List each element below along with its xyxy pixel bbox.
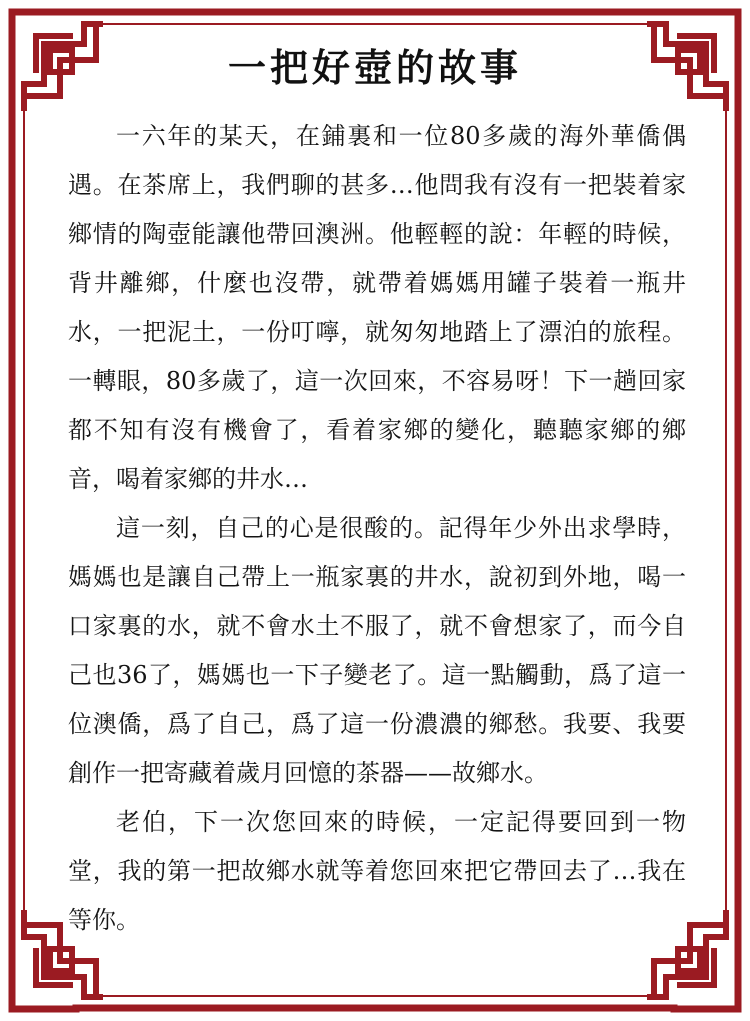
page-title: 一把好壺的故事: [227, 45, 522, 90]
paragraph-3: 老伯，下一次您回來的時候，一定記得要回到一物堂，我的第一把故鄉水就等着您回來把它帶回去了…我在等你。: [68, 808, 686, 934]
article-body: [68, 112, 686, 945]
paragraph-1: 一六年的某天，在鋪裏和一位80多歲的海外華僑偶遇。在茶席上，我們聊的甚多…他問我有沒有一把裝着家鄉情的陶壺能讓他帶回澳洲。他輕輕的說：年輕的時候，背井離鄉，什麼也沒帶，就帶着媽媽用罐子裝着一瓶井水，一把泥土，一份叮嚀，就匆匆地踏上了漂泊的旅程。一轉眼，80多歲了，這一次回來，不容易呀！下一趟回家都不知有沒有機會了，看着家鄉的變化，聽聽家鄉的鄉音，喝着家鄉的井水…: [68, 122, 686, 493]
paragraph-2: 這一刻，自己的心是很酸的。記得年少外出求學時，媽媽也是讓自己帶上一瓶家裏的井水，說初到外地，喝一口家裏的水，就不會水土不服了，就不會想家了，而今自己也36了，媽媽也一下子變老了。這一點觸動，爲了這一位澳僑，爲了自己，爲了這一份濃濃的鄉愁。我要、我要創作一把寄藏着歲月回憶的茶器——故鄉水。: [68, 514, 686, 787]
